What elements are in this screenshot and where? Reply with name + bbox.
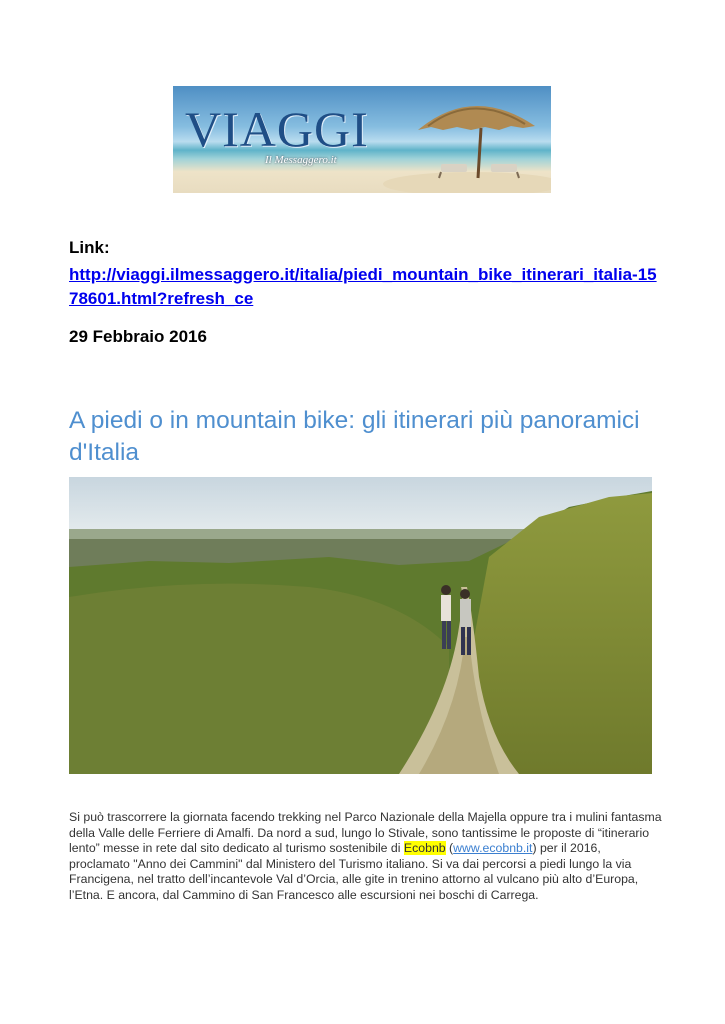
- hikers-on-hill-illustration: [69, 477, 652, 774]
- body-part-1: Si può trascorrere la giornata facendo trekking nel Parco Nazionale della Majella oppure tra i mulini fantasma della Valle delle Ferriere di Amalfi. Da nord a sud, lungo lo Stivale, sono tantissime le proposte di “itinerario lento” messe in rete dal sito dedicato al turismo sostenibile di: [69, 810, 662, 855]
- article-photo: [69, 477, 652, 774]
- ecobnb-highlight: Ecobnb: [403, 841, 446, 855]
- article-headline: A piedi o in mountain bike: gli itinerari più panoramici d'Italia: [69, 407, 640, 466]
- banner-subtitle: Il Messaggero.it: [265, 154, 337, 166]
- article-body: [69, 810, 664, 903]
- body-part-3: ) per il 2016, proclamato "Anno dei Cammini" dal Ministero del Turismo italiano. Si va dai percorsi a piedi lungo la via Francigena, nel tratto dell’incantevole Val d’Orcia, alle gite in trenino attorno al vulcano più alto d’Europa, l’Etna. E ancora, dal Cammino di San Francesco alle escursioni nei boschi di Carrega.: [69, 841, 639, 902]
- body-part-2: (: [445, 841, 454, 855]
- header-banner: [173, 86, 551, 193]
- publication-date: 29 Febbraio 2016: [69, 327, 207, 346]
- source-link[interactable]: http://viaggi.ilmessaggero.it/italia/piedi_mountain_bike_itinerari_italia-1578601.html?refresh_ce: [69, 265, 657, 308]
- ecobnb-link[interactable]: www.ecobnb.it: [453, 841, 533, 855]
- link-label: Link:: [69, 238, 110, 257]
- banner-title: VIAGGI: [185, 101, 369, 157]
